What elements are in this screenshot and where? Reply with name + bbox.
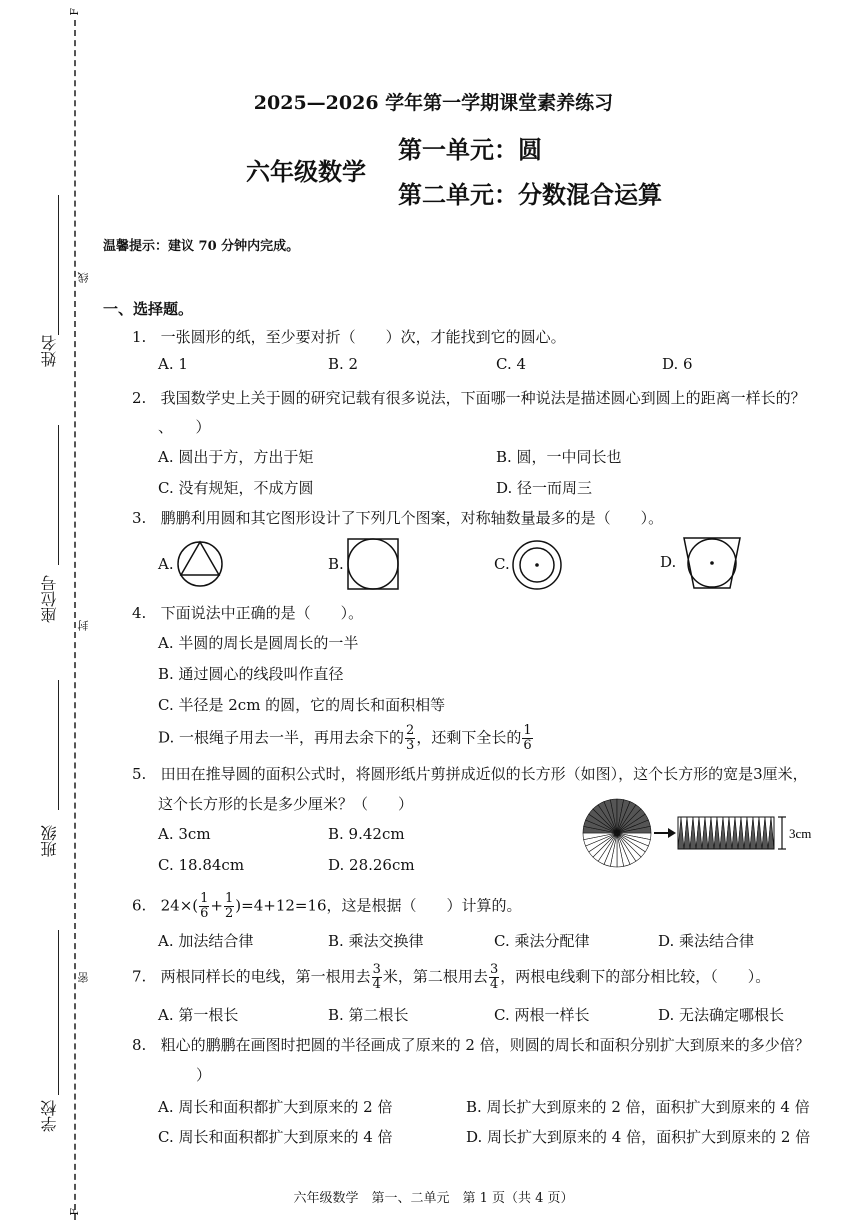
option-d-text: D. 一根绳子用去一半，再用去余下的 [158,728,405,747]
option-b[interactable]: B. [328,555,344,573]
option-c[interactable]: C. [494,555,510,573]
option-c[interactable]: C. 周长和面积都扩大到原来的 4 倍 [158,1128,393,1146]
school-label: 学校 [40,1100,59,1132]
option-b[interactable]: B. 第二根长 [328,1006,409,1024]
width-label: 3cm [789,826,812,841]
fraction-denominator: 2 [225,906,234,921]
sector-circle [583,799,651,867]
unit-two-label: 第二单元：分数混合运算 [398,180,662,209]
option-b[interactable]: B. 圆，一中同长也 [496,448,622,466]
plus-sign: + [210,896,223,915]
option-c[interactable]: C. 乘法分配律 [494,932,590,950]
fraction [405,724,415,753]
question-5-continuation: 这个长方形的长是多少厘米？（ ） [158,795,414,813]
question-number: 4. [132,604,147,622]
question-4 [132,602,363,623]
option-b[interactable]: B. 9.42cm [328,825,405,843]
fraction-denominator: 6 [523,738,532,753]
fraction-denominator: 4 [372,977,381,992]
fraction-numerator: 1 [225,891,234,906]
option-b[interactable]: B. 2 [328,355,359,373]
option-d[interactable]: D. 乘法结合律 [658,932,755,950]
name-label: 姓名 [40,335,59,367]
option-d[interactable]: D. 周长扩大到原来的 4 倍，面积扩大到原来的 2 倍 [466,1128,811,1146]
option-c[interactable]: C. 没有规矩，不成方圆 [158,479,314,497]
question-number: 8. [132,1036,147,1054]
question-2-continuation: 、 ） [158,418,211,436]
expression-right: )=4+12=16，这是根据（ ）计算的。 [235,896,522,915]
fraction [372,963,382,992]
option-d[interactable]: D. 径一而周三 [496,479,593,497]
tip-text: 温馨提示：建议 70 分钟内完成。 [103,239,300,254]
seal-mark: 封 [77,620,90,631]
section-title: 一、选择题。 [103,300,194,318]
fraction [522,724,532,753]
circle-with-triangle-figure [176,540,224,588]
option-d[interactable]: D. 无法确定哪根长 [658,1006,785,1024]
fraction [489,963,499,992]
arrow-icon [654,828,676,838]
question-number: 3. [132,509,147,527]
fraction-numerator: 1 [523,723,532,738]
question-2 [132,387,806,408]
exam-title: 2025—2026 学年第一学期课堂素养练习 [253,92,614,114]
option-a[interactable]: A. 周长和面积都扩大到原来的 2 倍 [158,1098,393,1116]
option-d[interactable] [158,724,534,753]
option-a[interactable]: A. 3cm [158,825,211,843]
question-text: 田田在推导圆的面积公式时，将圆形纸片剪拼成近似的长方形（如图），这个长方形的宽是3厘米， [160,765,808,783]
question-text: 下面说法中正确的是（ ）。 [160,604,364,622]
question-3 [132,507,663,528]
concentric-circles-figure [512,540,562,590]
fraction [199,892,209,921]
option-a[interactable]: A. 1 [158,355,188,373]
option-a[interactable]: A. 加法结合律 [158,932,254,950]
option-c[interactable]: C. 18.84cm [158,856,245,874]
option-d[interactable]: D. 28.26cm [328,856,415,874]
option-c[interactable]: C. 4 [496,355,527,373]
question-text-part2: 米，第二根用去 [382,967,488,986]
option-c[interactable]: C. 半径是 2cm 的圆，它的周长和面积相等 [158,696,446,714]
question-8 [132,1034,810,1055]
question-8-continuation: ） [196,1066,212,1084]
question-text: 一张圆形的纸，至少要对折（ ）次，才能找到它的圆心。 [160,328,566,346]
option-a[interactable]: A. 第一根长 [158,1006,239,1024]
question-number: 6. [132,896,147,915]
option-a[interactable]: A. 半圆的周长是圆周长的一半 [158,634,359,652]
seat-label: 座位号 [40,575,59,623]
option-b[interactable]: B. 通过圆心的线段叫作直径 [158,665,344,683]
fraction-numerator: 2 [406,723,415,738]
fraction-numerator: 3 [372,962,381,977]
option-c[interactable]: C. 两根一样长 [494,1006,590,1024]
secret-mark: 密 [77,972,90,983]
question-number: 5. [132,765,147,783]
question-6 [132,892,522,921]
circle-to-rectangle-figure [582,792,832,876]
edge-mark-bottom: F [68,1208,81,1216]
question-text-part1: 两根同样长的电线，第一根用去 [160,967,371,986]
question-text: 我国数学史上关于圆的研究记载有很多说法，下面哪一种说法是描述圆心到圆上的距离一样长的？ [160,389,806,407]
question-text-part3: ，两根电线剩下的部分相比较，（ ）。 [500,967,771,986]
option-b[interactable]: B. 乘法交换律 [328,932,424,950]
school-blank-line[interactable] [58,930,59,1095]
seat-blank-line[interactable] [58,425,59,565]
expression-left: 24×( [160,896,199,915]
binding-margin [0,0,95,1226]
question-7 [132,963,770,992]
line-mark: 线 [77,272,90,283]
name-blank-line[interactable] [58,195,59,335]
fraction-denominator: 6 [200,906,209,921]
page-footer: 六年级数学 第一、二单元 第 1 页（共 4 页） [293,1191,574,1206]
class-blank-line[interactable] [58,680,59,810]
option-a[interactable]: A. 圆出于方，方出于矩 [158,448,314,466]
subject-label: 六年级数学 [246,157,366,186]
fraction [224,892,234,921]
edge-mark-top: F [68,8,81,16]
question-number: 7. [132,967,147,986]
square-with-circle-figure [347,538,399,590]
fraction-numerator: 1 [200,891,209,906]
question-text: 鹏鹏利用圆和其它图形设计了下列几个图案，对称轴数量最多的是（ ）。 [160,509,664,527]
option-d[interactable]: D. 6 [662,355,693,373]
trapezoid-with-circle-figure [684,537,740,589]
question-number: 1. [132,328,147,346]
class-label: 班级 [40,825,59,857]
fraction-numerator: 3 [489,962,499,977]
question-5 [132,763,808,784]
option-d[interactable]: D. [660,553,677,571]
option-a[interactable]: A. [158,555,174,573]
unit-one-label: 第一单元：圆 [398,135,542,164]
fraction-denominator: 3 [406,738,415,753]
question-1 [132,326,566,347]
width-bracket [778,817,786,849]
approximate-rectangle [678,817,774,849]
question-number: 2. [132,389,147,407]
option-b[interactable]: B. 周长扩大到原来的 2 倍，面积扩大到原来的 4 倍 [466,1098,810,1116]
option-d-middle: ，还剩下全长的 [416,728,522,747]
question-text: 粗心的鹏鹏在画图时把圆的半径画成了原来的 2 倍，则圆的周长和面积分别扩大到原来的多少倍？ [160,1036,810,1054]
fraction-denominator: 4 [489,977,499,992]
